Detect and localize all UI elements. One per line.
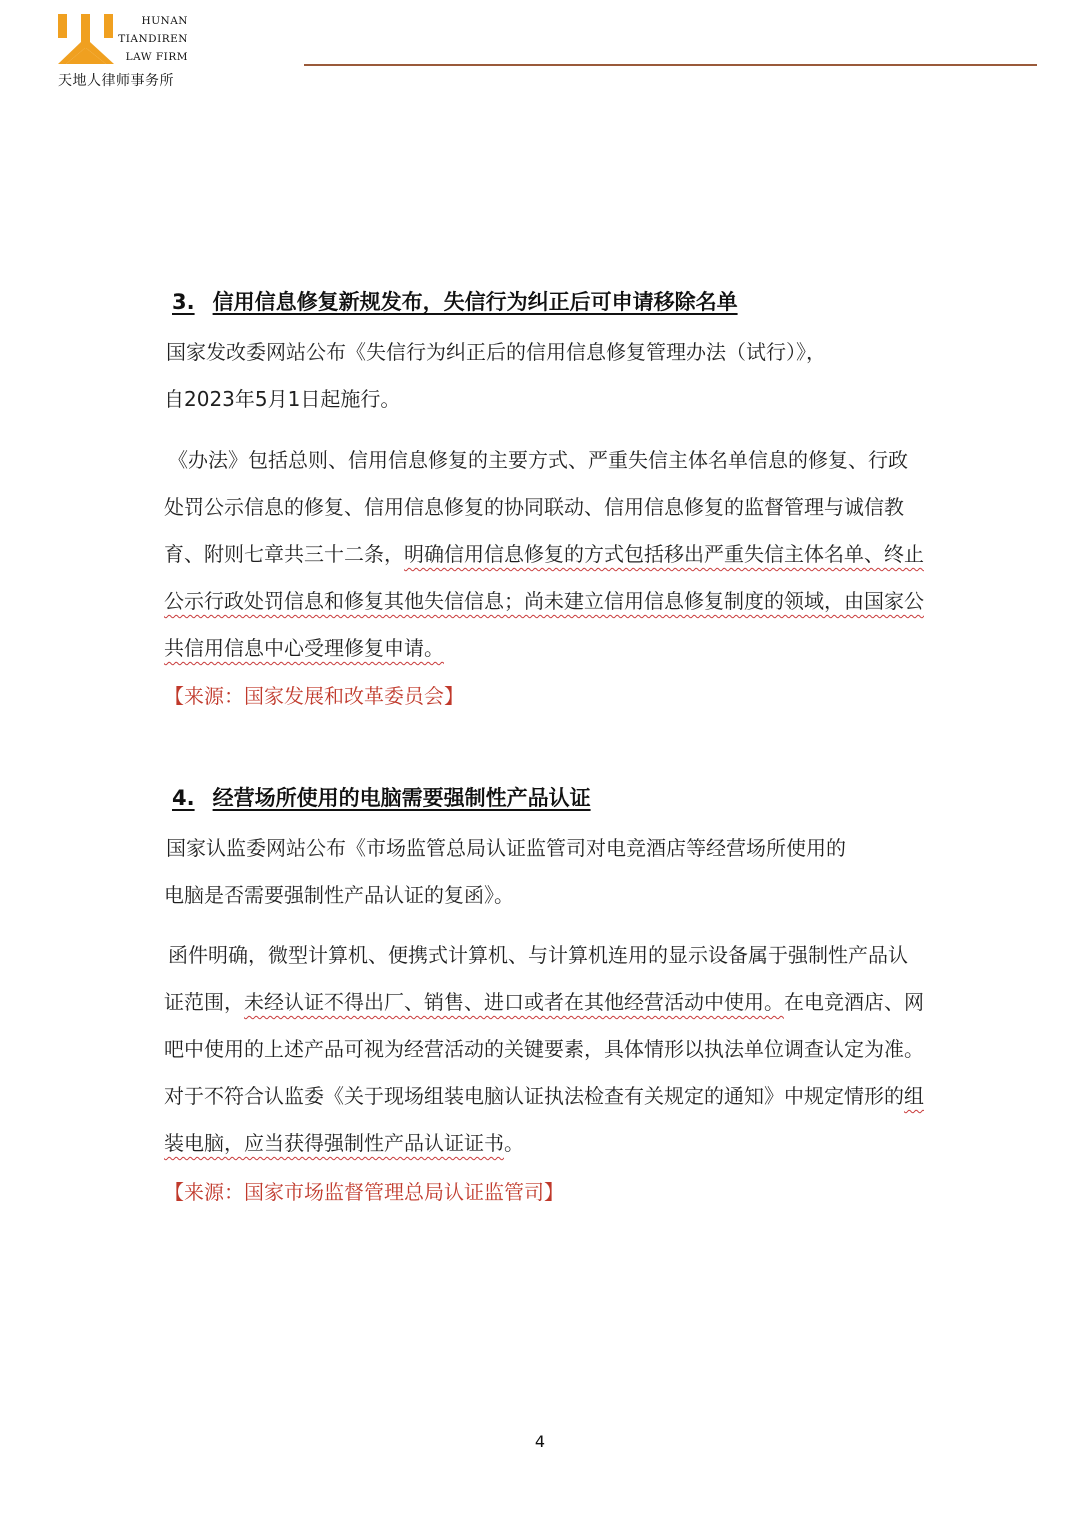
section-4-p2-text-b: 在电竞酒店、网吧中使用的上述产品可视为经营活动的关键要素，具体情形以执法单位调查认定为准。对于不符合认监委《关于现场组装电脑认证执法检查有关规定的通知》中规定情形的 bbox=[164, 990, 924, 1108]
section-3-heading: 信用信息修复新规发布，失信行为纠正后可申请移除名单 bbox=[212, 290, 738, 314]
page-header bbox=[0, 0, 1080, 100]
section-4-p2-highlight-a: 未经认证不得出厂、销售、进口或者在其他经营活动中使用。 bbox=[244, 990, 784, 1014]
header-divider bbox=[304, 64, 1037, 66]
section-4-p1-line2: 电脑是否需要强制性产品认证的复函》。 bbox=[164, 883, 514, 907]
section-3-paragraph-2 bbox=[164, 437, 924, 672]
law-firm-name-cn: 天地人律师事务所 bbox=[58, 73, 174, 89]
section-4-p2-highlight-b: 组装电脑，应当获得强制性产品认证证书 bbox=[164, 1084, 924, 1155]
section-4-paragraph-1 bbox=[166, 825, 926, 919]
section-4-number: 4. bbox=[172, 786, 195, 810]
section-3-p2-highlight: 明确信用信息修复的方式包括移出严重失信主体名单、终止公示行政处罚信息和修复其他失信信息；尚未建立信用信息修复制度的领域，由国家公共信用信息中心受理修复申请。 bbox=[164, 542, 924, 660]
section-3-title bbox=[172, 286, 738, 316]
section-4-p1-line1: 国家认监委网站公布《市场监管总局认证监管司对电竞酒店等经营场所使用的 bbox=[166, 836, 846, 860]
section-3-source: 【来源：国家发展和改革委员会】 bbox=[164, 684, 464, 708]
section-4-heading: 经营场所使用的电脑需要强制性产品认证 bbox=[212, 786, 591, 810]
section-3-p1-line1: 国家发改委网站公布《失信行为纠正后的信用信息修复管理办法（试行）》， bbox=[166, 340, 826, 364]
section-4-p2-text-a: 函件明确，微型计算机、便携式计算机、与计算机连用的显示设备属于强制性产品认证范围， bbox=[164, 943, 908, 1014]
section-3-p1-line2: 自2023年5月1日起施行。 bbox=[164, 387, 401, 411]
section-4-p2-end: 。 bbox=[504, 1131, 524, 1155]
section-4-paragraph-2 bbox=[164, 932, 924, 1167]
section-3-number: 3. bbox=[172, 290, 195, 314]
section-3-paragraph-1 bbox=[166, 329, 926, 423]
page-number: 4 bbox=[534, 1432, 546, 1451]
law-firm-name-en: HUNAN TIANDIREN LAW FIRM bbox=[118, 15, 188, 63]
section-3-p2-text: 《办法》包括总则、信用信息修复的主要方式、严重失信主体名单信息的修复、行政处罚公示信息的修复、信用信息修复的协同联动、信用信息修复的监督管理与诚信教育、附则七章共三十二条， bbox=[164, 448, 908, 566]
section-4-title bbox=[172, 782, 591, 812]
section-4-source: 【来源：国家市场监督管理总局认证监管司】 bbox=[164, 1180, 564, 1204]
law-firm-logo-icon bbox=[58, 14, 114, 64]
